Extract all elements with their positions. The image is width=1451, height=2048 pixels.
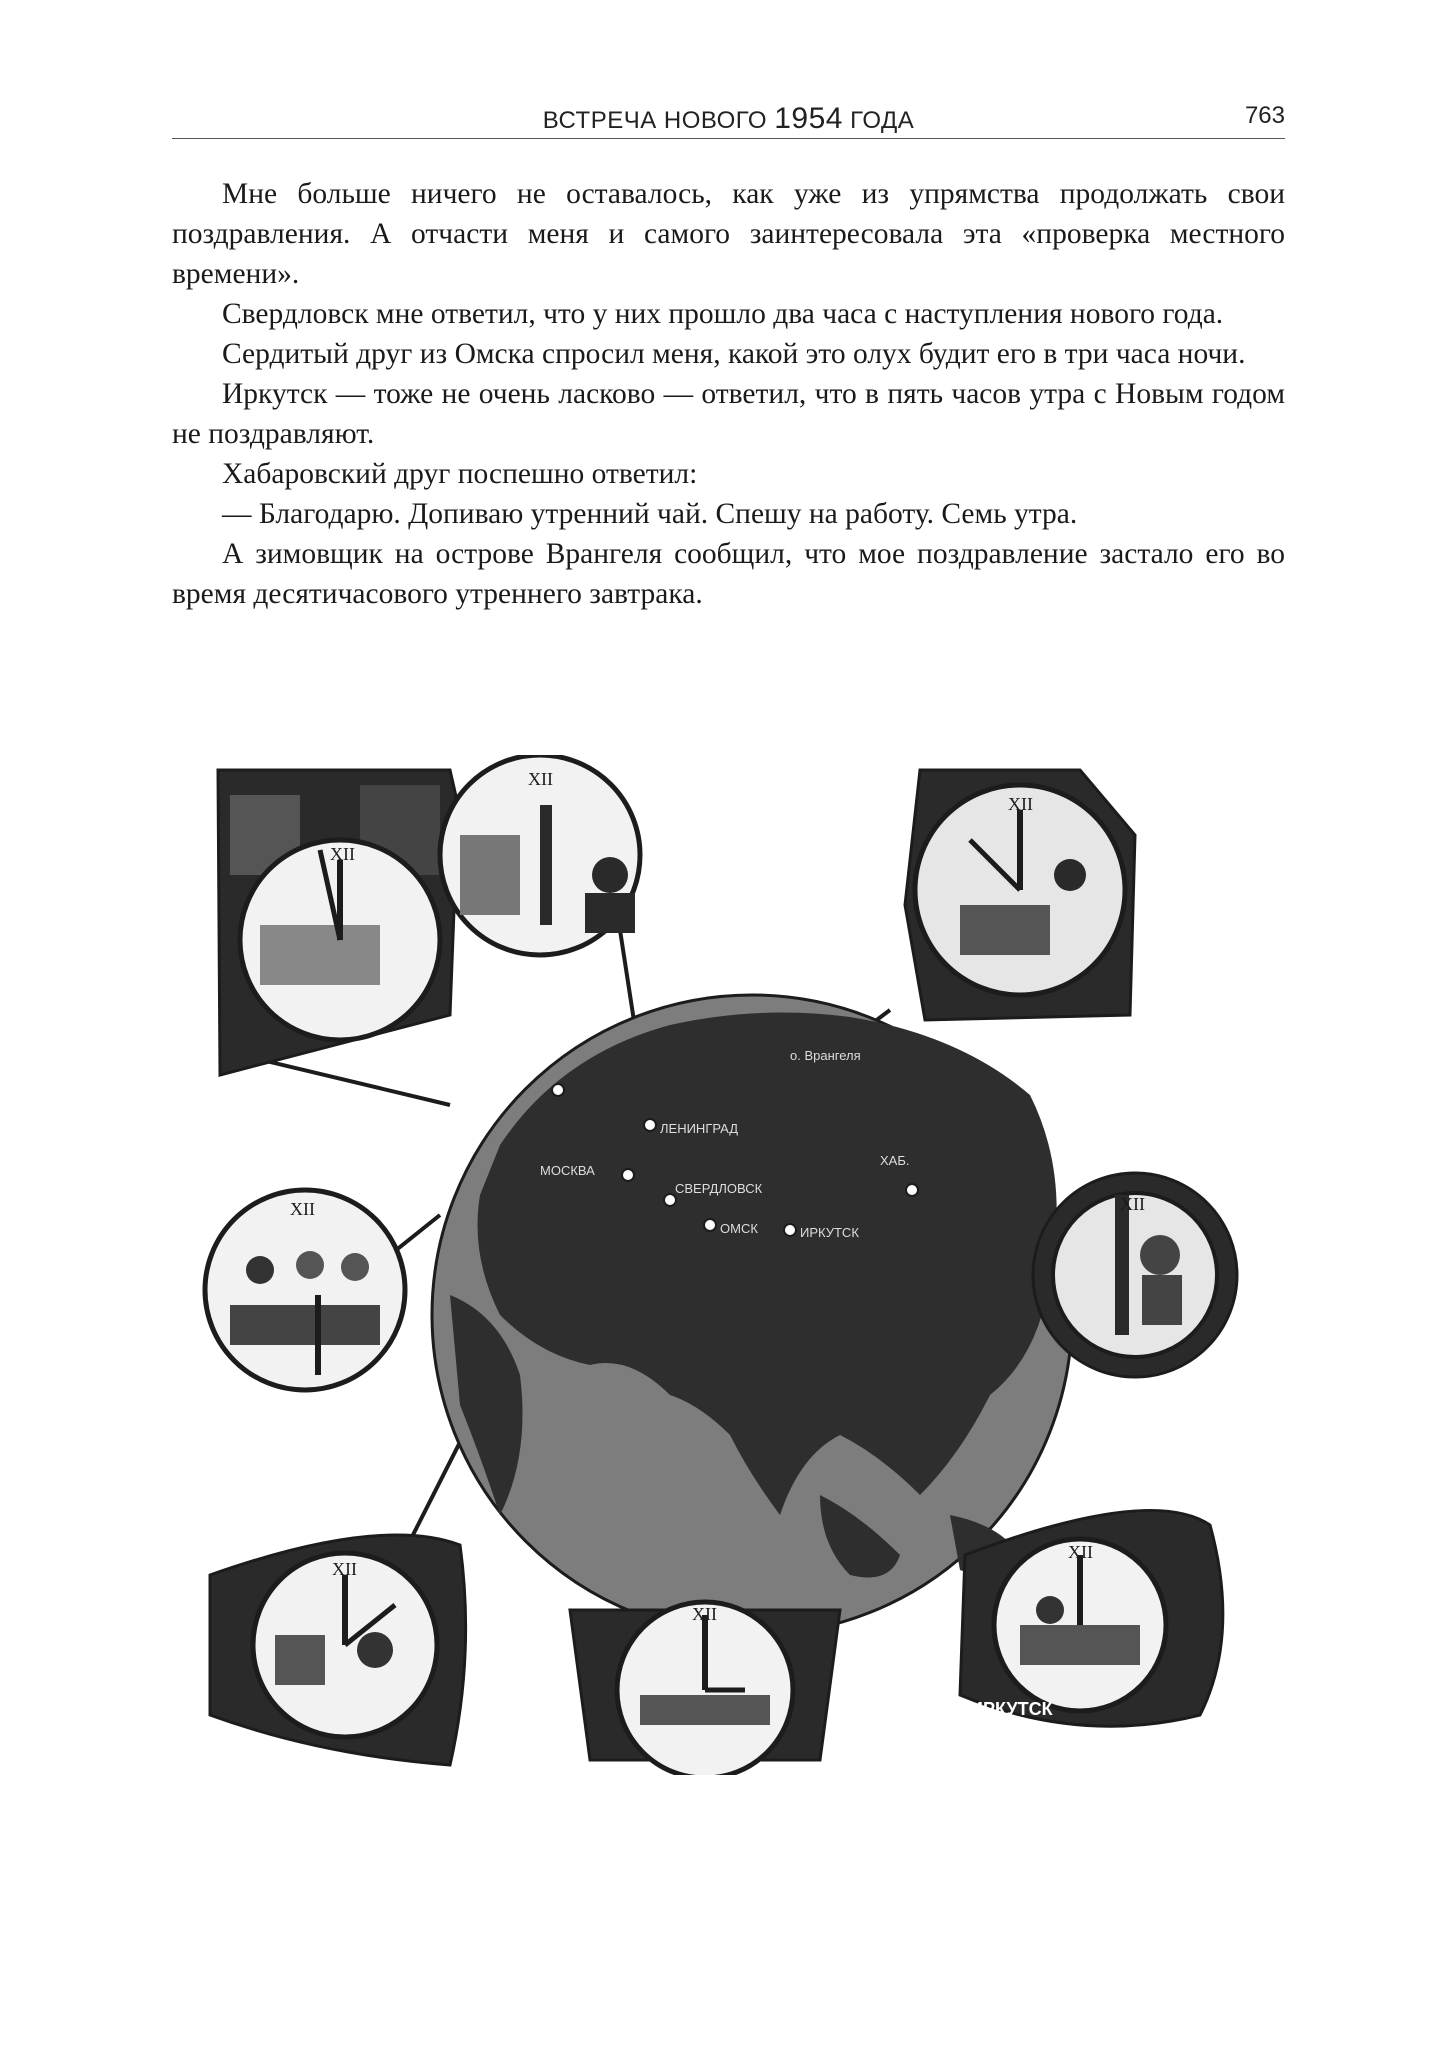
scene-office (205, 1190, 405, 1390)
running-header (172, 100, 1285, 139)
scene-khabarovsk (1033, 1173, 1237, 1377)
clock-numeral: XII (1008, 794, 1033, 814)
scene-irkutsk (960, 1510, 1223, 1726)
clock-numeral: XII (332, 1559, 357, 1579)
globe (432, 995, 1072, 1635)
clock-numeral: XII (692, 1604, 717, 1624)
scene-sverdlovsk (570, 1602, 840, 1775)
illustration-globe-clocks (200, 755, 1260, 1775)
chapter-title: ВСТРЕЧА НОВОГО 1954 ГОДА (542, 102, 915, 135)
scene-leningrad (440, 755, 640, 955)
clock-numeral: XII (1068, 1542, 1093, 1562)
map-label: о. Врангеля (790, 1048, 861, 1063)
paragraph: Иркутск — тоже не очень ласково — ответил, что в пять часов утра с Новым годом не поздравляют. (172, 378, 1285, 450)
page-number: 763 (1244, 102, 1285, 129)
illustration-svg (200, 755, 1260, 1775)
paragraph: Сердитый друг из Омска спросил меня, какой это олух будит его в три часа ночи. (222, 338, 1246, 370)
scene-label-irkutsk: ИРКУТСК (970, 1699, 1053, 1719)
paragraph: Свердловск мне ответил, что у них прошло два часа с наступления нового года. (222, 298, 1224, 330)
map-label: ХАБ. (880, 1153, 910, 1168)
paragraph: А зимовщик на острове Врангеля сообщил, что мое поздравление застало его во время десятичасового утреннего завтрака. (172, 538, 1285, 610)
paragraph: Хабаровский друг поспешно ответил: (222, 458, 698, 490)
clock-numeral: XII (290, 1199, 315, 1219)
clock-numeral: XII (528, 769, 553, 789)
map-label: ИРКУТСК (800, 1225, 859, 1240)
map-label: ЛЕНИНГРАД (660, 1121, 739, 1136)
scene-moscow (218, 770, 458, 1075)
chapter-title-year: 1954 (774, 102, 843, 135)
paragraph: Мне больше ничего не оставалось, как уже из упрямства продолжать свои поздравления. А отчасти меня и самого заинтересовала эта «проверка местного времени». (172, 178, 1285, 290)
body-text (172, 174, 1285, 614)
clock-numeral: XII (1120, 1194, 1145, 1214)
scene-omsk (210, 1535, 466, 1765)
paragraph: — Благодарю. Допиваю утренний чай. Спешу на работу. Семь утра. (222, 498, 1078, 530)
map-label: ОМСК (720, 1221, 758, 1236)
map-label: СВЕРДЛОВСК (675, 1181, 763, 1196)
map-label: МОСКВА (540, 1163, 595, 1178)
clock-numeral: XII (330, 844, 355, 864)
scene-wrangel (905, 770, 1135, 1020)
